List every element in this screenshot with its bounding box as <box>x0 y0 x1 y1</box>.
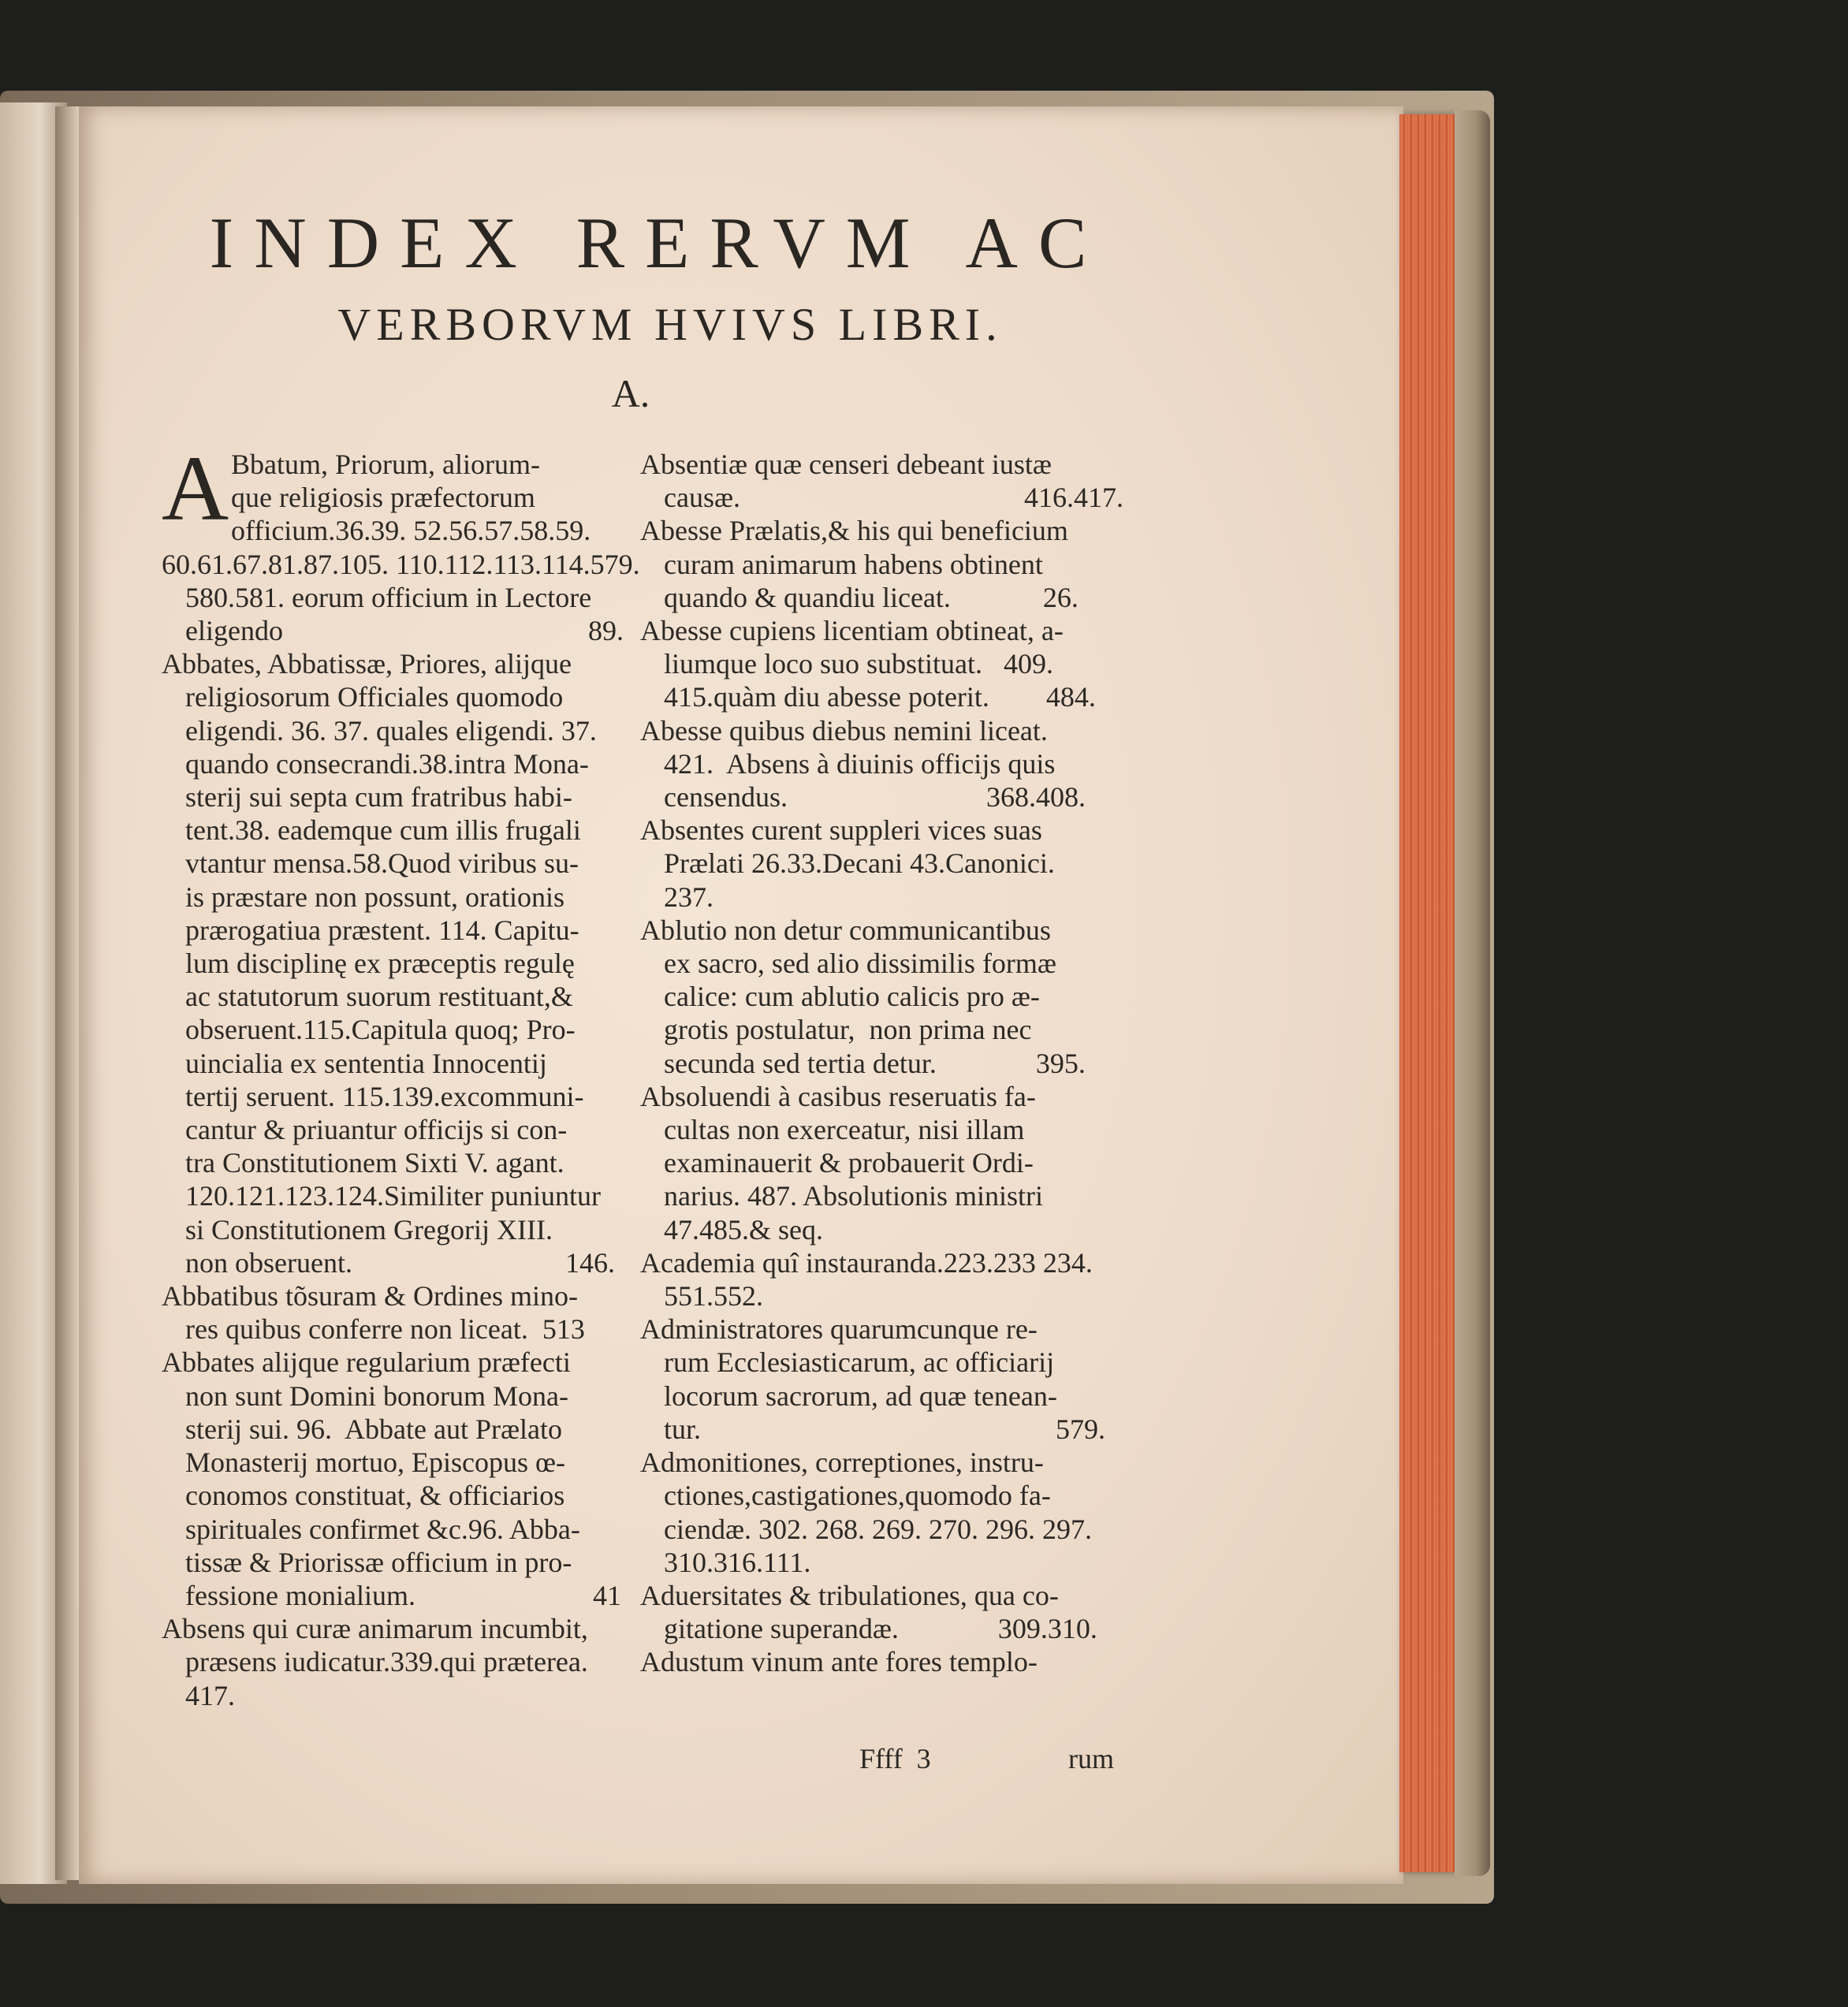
drop-cap: A <box>162 437 229 540</box>
index-line: 237. <box>664 881 713 913</box>
index-line: officium.36.39. 52.56.57.58.59. <box>231 515 591 547</box>
index-entry <box>162 1612 627 1712</box>
index-entry <box>640 914 1123 1080</box>
index-entry <box>640 1579 1123 1645</box>
index-entry <box>640 1446 1123 1579</box>
index-line: causæ. 416.417. <box>664 482 1123 514</box>
index-line: cantur & priuantur officijs si con- <box>185 1114 568 1146</box>
index-line: Monasterij mortuo, Episcopus œ- <box>185 1447 565 1479</box>
index-line: non obseruent. 146. <box>185 1246 615 1279</box>
vellum-binding-edge <box>1455 110 1490 1876</box>
index-line: Prælati 26.33.Decani 43.Canonici. <box>664 847 1055 880</box>
index-line: Abesse quibus diebus nemini liceat. <box>640 714 1048 747</box>
index-line: censendus. 368.408. <box>664 781 1086 814</box>
index-line: quando & quandiu liceat. 26. <box>664 581 1079 613</box>
index-entry <box>640 514 1123 614</box>
index-entry <box>162 1279 627 1346</box>
index-line: eligendo 89. <box>185 615 624 647</box>
index-line: 421. Absens à diuinis officijs quis <box>664 747 1056 780</box>
index-entry <box>640 814 1123 914</box>
index-line: quando consecrandi.38.intra Mona- <box>185 747 589 780</box>
index-line: tra Constitutionem Sixti V. agant. <box>185 1147 564 1179</box>
index-line: 417. <box>185 1679 235 1711</box>
index-line: Absens qui curæ animarum incumbit, <box>162 1613 588 1645</box>
index-line: sterij sui. 96. Abbate aut Prælato <box>185 1413 562 1445</box>
index-line: Abbatibus tõsuram & Ordines mino- <box>162 1280 578 1313</box>
index-line: Absoluendi à casibus reseruatis fa- <box>640 1080 1036 1112</box>
page-subtitle: VERBORVM HVIVS LIBRI. <box>337 299 1003 350</box>
index-line: 310.316.111. <box>664 1546 811 1578</box>
index-line: eligendi. 36. 37. quales eligendi. 37. <box>185 714 597 747</box>
index-line: Abesse cupiens licentiam obtineat, a- <box>640 615 1064 647</box>
index-line: lum disciplinę ex præceptis regulę <box>185 948 575 980</box>
index-line: Absentiæ quæ censeri debeant iustæ <box>640 449 1052 480</box>
index-entry <box>162 647 627 1279</box>
index-line: tent.38. eademque cum illis frugali <box>185 814 581 847</box>
index-line: ex sacro, sed alio dissimilis formæ <box>664 948 1056 980</box>
index-entry <box>640 1080 1123 1246</box>
index-entry <box>640 714 1123 814</box>
index-line: Ablutio non detur communicantibus <box>640 914 1051 946</box>
index-line: conomos constituat, & officiarios <box>185 1480 565 1512</box>
index-line: que religiosis præfectorum <box>231 482 535 514</box>
index-line: calice: cum ablutio calicis pro æ- <box>664 981 1040 1013</box>
index-line: examinauerit & probauerit Ordi- <box>664 1147 1034 1179</box>
index-line: præsens iudicatur.339.qui præterea. <box>185 1646 588 1678</box>
index-line: secunda sed tertia detur. 395. <box>664 1047 1086 1079</box>
index-entry <box>640 1279 1123 1313</box>
index-line: grotis postulatur, non prima nec <box>664 1014 1032 1046</box>
index-line: sterij sui septa cum fratribus habi- <box>185 781 572 814</box>
index-line: 551.552. <box>664 1280 763 1313</box>
index-line: 120.121.123.124.Similiter puniuntur <box>185 1180 601 1212</box>
index-line: Abesse Prælatis,& his qui beneficium <box>640 515 1068 547</box>
index-line: Admonitiones, correptiones, instru- <box>640 1447 1044 1479</box>
index-line: Administratores quarumcunque re- <box>640 1313 1038 1346</box>
index-line: Abbates, Abbatissæ, Priores, alijque <box>162 648 572 680</box>
index-line: ac statutorum suorum restituant,& <box>185 981 573 1013</box>
index-line: non sunt Domini bonorum Mona- <box>185 1380 568 1412</box>
index-line: religiosorum Officiales quomodo <box>185 681 564 713</box>
index-line: rum Ecclesiasticarum, ac officiarij <box>664 1346 1055 1379</box>
index-line: fessione monialium. 41 <box>185 1579 621 1611</box>
index-line: 60.61.67.81.87.105. 110.112.113.114.579. <box>162 548 640 580</box>
index-entry <box>640 614 1123 714</box>
index-line: gitatione superandæ. 309.310. <box>664 1613 1097 1645</box>
index-entry-first <box>162 437 640 647</box>
index-line: 47.485.& seq. <box>664 1213 823 1246</box>
index-entry <box>640 448 1123 514</box>
index-line: cultas non exerceatur, nisi illam <box>664 1114 1025 1146</box>
index-line: ctiones,castigationes,quomodo fa- <box>664 1480 1051 1512</box>
index-entry <box>162 1346 627 1612</box>
index-line: narius. 487. Absolutionis ministri <box>664 1180 1044 1212</box>
index-line: res quibus conferre non liceat. 513 <box>185 1313 585 1346</box>
index-line: tur. 579. <box>664 1413 1106 1445</box>
section-letter: A. <box>611 371 650 415</box>
catchword: rum <box>1068 1743 1114 1774</box>
signature-mark: Ffff 3 <box>859 1743 931 1774</box>
index-line: prærogatiua præstent. 114. Capitu- <box>185 914 579 946</box>
red-page-edges <box>1399 114 1456 1872</box>
page-title: INDEX RERVM AC <box>209 203 1108 283</box>
index-line: 580.581. eorum officium in Lectore <box>185 581 592 613</box>
index-column-left <box>162 437 640 1712</box>
index-column-right <box>640 448 1123 1679</box>
index-line: Adustum vinum ante fores templo- <box>640 1646 1038 1678</box>
index-entry <box>640 1246 1123 1279</box>
index-line: spirituales confirmet &c.96. Abba- <box>185 1513 580 1545</box>
index-line: Academia quî instauranda.223.233 234. <box>640 1246 1093 1279</box>
index-line: curam animarum habens obtinent <box>664 548 1043 580</box>
index-line: tissæ & Priorissæ officium in pro- <box>185 1546 572 1578</box>
index-line: Bbatum, Priorum, aliorum- <box>231 449 540 480</box>
index-entry <box>640 1645 1123 1678</box>
index-line: uincialia ex sententia Innocentij <box>185 1047 547 1079</box>
index-line: 415.quàm diu abesse poterit. 484. <box>664 681 1096 713</box>
index-entry <box>640 1313 1123 1446</box>
index-line: Abbates alijque regularium præfecti <box>162 1346 571 1379</box>
index-line: obseruent.115.Capitula quoq; Pro- <box>185 1014 576 1046</box>
index-line: Aduersitates & tribulationes, qua co- <box>640 1579 1059 1611</box>
index-line: si Constitutionem Gregorij XIII. <box>185 1213 553 1246</box>
index-line: liumque loco suo substituat. 409. <box>664 648 1053 680</box>
index-line: Absentes curent suppleri vices suas <box>640 814 1042 847</box>
index-line: vtantur mensa.58.Quod viribus su- <box>185 847 579 880</box>
index-line: ciendæ. 302. 268. 269. 270. 296. 297. <box>664 1513 1092 1545</box>
index-line: is præstare non possunt, orationis <box>185 881 564 913</box>
index-line: locorum sacrorum, ad quæ tenean- <box>664 1380 1057 1412</box>
index-line: tertij seruent. 115.139.excommuni- <box>185 1080 584 1112</box>
